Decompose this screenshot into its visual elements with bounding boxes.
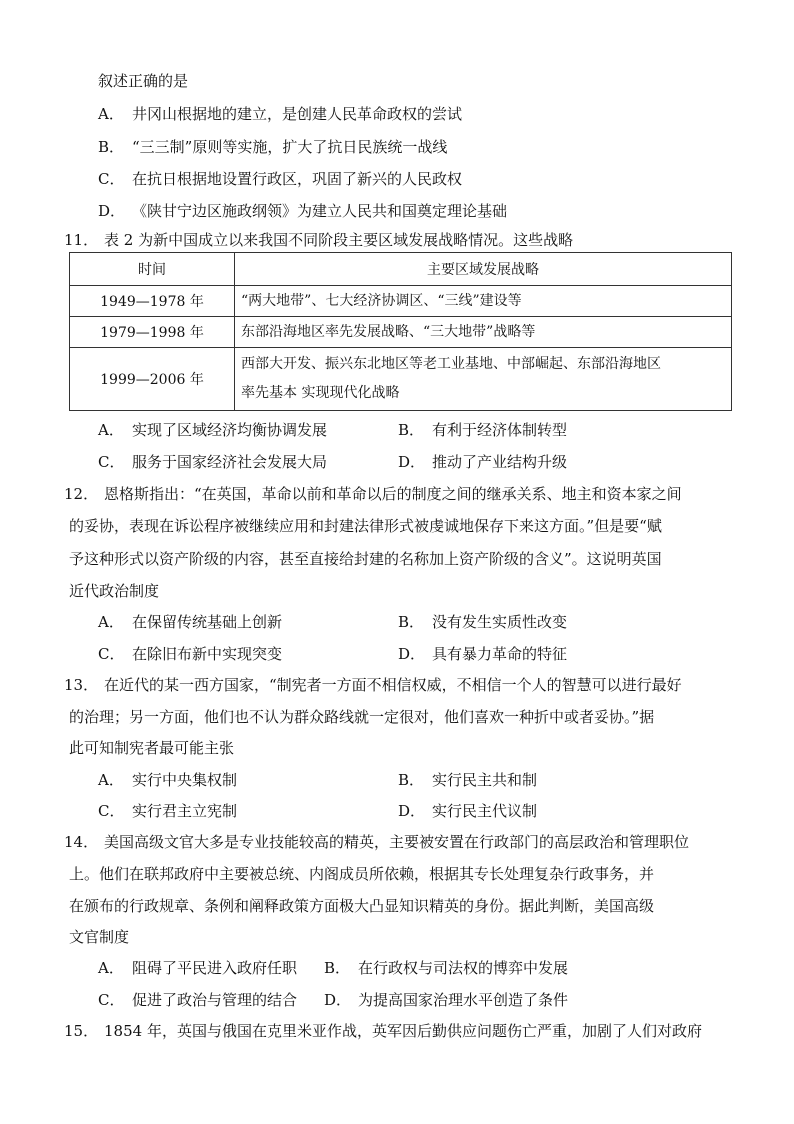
table-header-period: 时间	[70, 253, 235, 286]
option-letter: C．	[98, 170, 125, 188]
q12-stem-line: 近代政治制度	[69, 582, 160, 600]
q14-stem-line: 在颁布的行政规章、条例和阐释政策方面极大凸显知识精英的身份。据此判断，美国高级	[69, 897, 655, 915]
table-cell-period: 1999—2006 年	[70, 348, 235, 411]
q12-option-c	[98, 644, 282, 664]
table-row	[70, 348, 732, 411]
option-text: 为提高国家治理水平创造了条件	[358, 991, 569, 1009]
option-letter: C．	[98, 645, 125, 663]
q14-option-c	[98, 990, 297, 1010]
option-letter: A．	[98, 105, 124, 123]
table-header-strategy: 主要区域发展战略	[235, 253, 732, 286]
option-letter: A．	[98, 613, 124, 631]
option-text: 具有暴力革命的特征	[432, 645, 568, 663]
table-cell-strategy	[235, 348, 732, 411]
q11-option-a	[98, 420, 327, 440]
strategy-line-1: 西部大开发、振兴东北地区等老工业基地、中部崛起、东部沿海地区	[241, 356, 661, 372]
strategy-line-2: 率先基本 实现现代化战略	[241, 385, 400, 401]
option-text: 实行民主代议制	[432, 802, 538, 820]
q13-option-c	[98, 801, 237, 821]
option-text: 促进了政治与管理的结合	[132, 991, 298, 1009]
q14-number: 14．	[64, 833, 99, 851]
table-cell-period: 1949—1978 年	[70, 286, 235, 317]
q13-number: 13．	[64, 676, 99, 694]
option-text: 实行民主共和制	[432, 771, 538, 789]
q12-number: 12．	[64, 485, 99, 503]
option-text: 推动了产业结构升级	[432, 453, 568, 471]
table-cell-strategy: 东部沿海地区率先发展战略、“三大地带”战略等	[235, 317, 732, 348]
option-letter: A．	[98, 421, 124, 439]
option-text: 服务于国家经济社会发展大局	[132, 453, 328, 471]
q11-option-b	[398, 420, 567, 440]
q10-option-a	[98, 104, 462, 124]
option-letter: D．	[398, 453, 426, 471]
q13-stem-line: 的治理；另一方面，他们也不认为群众路线就一定很对，他们喜欢一种折中或者妥协。”据	[69, 708, 655, 726]
q14-option-b	[324, 958, 568, 978]
option-letter: D．	[98, 202, 126, 220]
q13-option-b	[398, 770, 537, 790]
q13-option-d	[398, 801, 537, 821]
option-letter: B．	[398, 771, 425, 789]
option-letter: B．	[398, 421, 425, 439]
q13-stem-line: 此可知制宪者最可能主张	[69, 739, 235, 757]
q11-option-c	[98, 452, 327, 472]
q12-option-b	[398, 612, 567, 632]
option-text: 没有发生实质性改变	[432, 613, 568, 631]
q14-stem-line: 美国高级文官大多是专业技能较高的精英，主要被安置在行政部门的高层政治和管理职位	[104, 833, 690, 851]
q10-option-d	[98, 201, 507, 221]
option-text: 在行政权与司法权的博弈中发展	[358, 959, 569, 977]
q10-option-c	[98, 169, 462, 189]
option-letter: D．	[398, 802, 426, 820]
option-text: 实行君主立宪制	[132, 802, 238, 820]
option-letter: B．	[324, 959, 351, 977]
q13-stem-line: 在近代的某一西方国家，“制宪者一方面不相信权威，不相信一个人的智慧可以进行最好	[104, 676, 682, 694]
option-text: 实现了区域经济均衡协调发展	[132, 421, 328, 439]
strategy-table	[69, 252, 732, 411]
option-text: 井冈山根据地的建立，是创建人民革命政权的尝试	[132, 105, 463, 123]
option-text: 在除旧布新中实现突变	[132, 645, 283, 663]
option-letter: A．	[98, 959, 124, 977]
q12-option-a	[98, 612, 282, 632]
table-row	[70, 317, 732, 348]
option-text: 在保留传统基础上创新	[132, 613, 283, 631]
option-letter: C．	[98, 991, 125, 1009]
option-text: “三三制”原则等实施，扩大了抗日民族统一战线	[132, 138, 448, 156]
table-cell-period: 1979—1998 年	[70, 317, 235, 348]
q10-option-b	[98, 137, 447, 157]
q12-stem-line: 恩格斯指出：“在英国，革命以前和革命以后的制度之间的继承关系、地主和资本家之间	[104, 485, 682, 503]
table-row	[70, 286, 732, 317]
option-text: 在抗日根据地设置行政区，巩固了新兴的人民政权	[132, 170, 463, 188]
option-letter: B．	[398, 613, 425, 631]
q15-stem-line: 1854 年，英国与俄国在克里米亚作战，英军因后勤供应问题伤亡严重，加剧了人们对政府	[104, 1022, 702, 1040]
q14-option-a	[98, 958, 297, 978]
q11-stem: 表 2 为新中国成立以来我国不同阶段主要区域发展战略情况。这些战略	[104, 231, 574, 249]
option-text: 实行中央集权制	[132, 771, 238, 789]
option-text: 有利于经济体制转型	[432, 421, 568, 439]
table-cell-strategy: “两大地带”、七大经济协调区、“三线”建设等	[235, 286, 732, 317]
q15-number: 15．	[64, 1022, 99, 1040]
q11-number: 11．	[64, 231, 99, 249]
q14-stem-line: 上。他们在联邦政府中主要被总统、内阁成员所依赖，根据其专长处理复杂行政事务，并	[69, 865, 655, 883]
q12-option-d	[398, 644, 567, 664]
option-letter: C．	[98, 453, 125, 471]
option-letter: D．	[324, 991, 352, 1009]
option-text: 《陕甘宁边区施政纲领》为建立人民共和国奠定理论基础	[132, 202, 508, 220]
q13-option-a	[98, 770, 237, 790]
table-header-row	[70, 253, 732, 286]
q10-stem-tail: 叙述正确的是	[98, 72, 189, 90]
q14-stem-line: 文官制度	[69, 928, 130, 946]
q11-option-d	[398, 452, 567, 472]
option-letter: A．	[98, 771, 124, 789]
q12-stem-line: 的妥协，表现在诉讼程序被继续应用和封建法律形式被虔诚地保存下来这方面。”但是要“赋	[69, 517, 662, 535]
option-letter: C．	[98, 802, 125, 820]
option-letter: D．	[398, 645, 426, 663]
option-letter: B．	[98, 138, 125, 156]
option-text: 阻碍了平民进入政府任职	[132, 959, 298, 977]
q14-option-d	[324, 990, 568, 1010]
q12-stem-line: 予这种形式以资产阶级的内容，甚至直接给封建的名称加上资产阶级的含义”。这说明英国	[69, 550, 662, 568]
